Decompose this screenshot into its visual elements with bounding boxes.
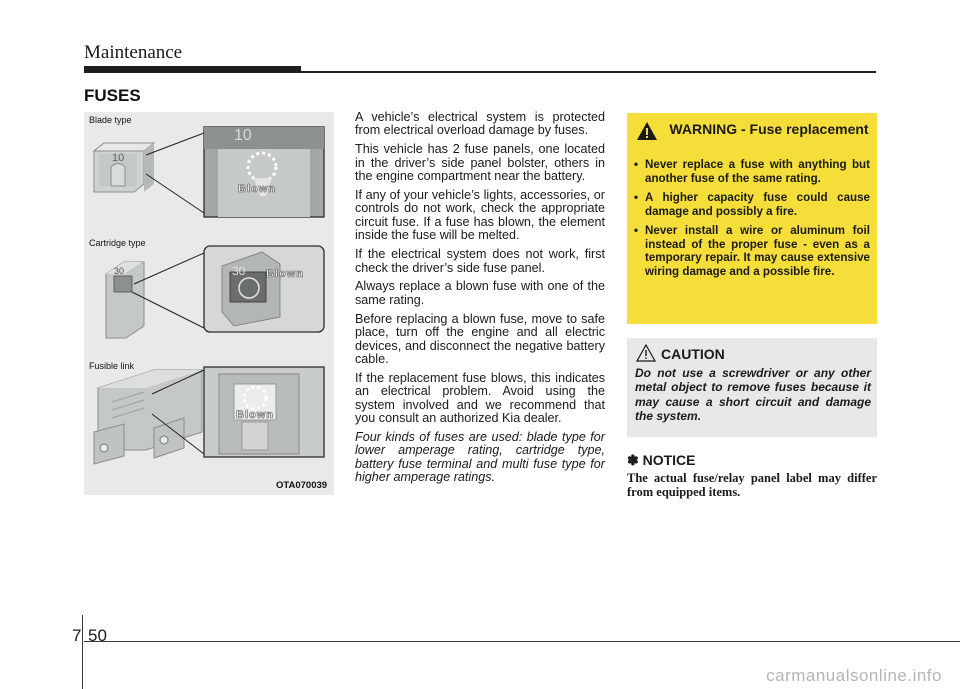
header-rule-thin xyxy=(301,71,876,73)
blown-label-fusible: Blown xyxy=(236,409,274,421)
warning-item-text: A higher capacity fuse could cause damage and possibly a fire. xyxy=(645,191,870,218)
figure-label-fusible: Fusible link xyxy=(89,361,135,371)
body-paragraph-italic: Four kinds of fuses are used: blade type for lower amperage rating, cartridge type, battery fuse terminal and multi fuse type for higher amperage ratings. xyxy=(355,430,605,485)
footer-vertical-rule xyxy=(82,615,83,689)
footer-horizontal-rule xyxy=(84,641,960,642)
blade-fuse-illustration xyxy=(94,127,324,217)
body-text-column xyxy=(355,111,605,490)
body-paragraph: A vehicle’s electrical system is protected from electrical overload damage by fuses. xyxy=(355,110,605,138)
blown-label-cartridge: Blown xyxy=(266,268,304,280)
body-paragraph: Always replace a blown fuse with one of the same rating. xyxy=(355,279,605,307)
watermark: carmanualsonline.info xyxy=(766,666,942,685)
body-paragraph: If the electrical system does not work, first check the driver’s side fuse panel. xyxy=(355,247,605,275)
figure-label-cartridge: Cartridge type xyxy=(89,238,146,248)
figure-label-blade: Blade type xyxy=(89,115,132,125)
warning-item-text: Never install a wire or aluminum foil instead of the proper fuse - even as a temporary repair. It may cause extensive wiring damage and a possible fire. xyxy=(645,224,870,278)
fusible-link-illustration xyxy=(94,367,324,464)
warning-item: • Never replace a fuse with anything but another fuse of the same rating. xyxy=(634,158,870,185)
header-rule-thick xyxy=(84,66,301,73)
cartridge-fuse-rating: 30 xyxy=(114,266,125,276)
cartridge-fuse-illustration xyxy=(106,246,324,338)
notice-text: The actual fuse/relay panel label may differ from equipped items. xyxy=(627,471,877,500)
caution-icon xyxy=(636,344,656,362)
warning-item: • A higher capacity fuse could cause damage and possibly a fire. xyxy=(634,191,870,218)
blown-label-blade: Blown xyxy=(238,183,276,195)
warning-title: WARNING - Fuse replacement xyxy=(669,121,869,137)
warning-item: • Never install a wire or aluminum foil instead of the proper fuse - even as a temporary repair. It may cause extensive wiring damage and a possible fire. xyxy=(634,224,870,278)
warning-icon xyxy=(636,121,658,141)
page-number: 50 xyxy=(88,626,107,645)
notice-title: ✽ NOTICE xyxy=(627,452,696,468)
blade-fuse-rating-zoom: 10 xyxy=(234,127,252,144)
warning-list xyxy=(634,158,870,284)
caution-text: Do not use a screwdriver or any other metal object to remove fuses because it may cause a short circuit and damage the system. xyxy=(635,366,871,424)
fuse-types-figure xyxy=(84,112,334,495)
page-title: FUSES xyxy=(84,86,141,105)
body-paragraph: This vehicle has 2 fuse panels, one located in the driver’s side panel bolster, others in the engine compartment near the battery. xyxy=(355,142,605,184)
section-header: Maintenance xyxy=(84,42,183,63)
fuse-illustrations xyxy=(84,112,334,495)
body-paragraph: If any of your vehicle’s lights, accessories, or controls do not work, check the appropriate circuit fuse. If a fuse has blown, the element inside the fuse will be melted. xyxy=(355,188,605,243)
body-paragraph: Before replacing a blown fuse, move to safe place, turn off the engine and all electric devices, and disconnect the negative battery cable. xyxy=(355,311,605,366)
blade-fuse-rating: 10 xyxy=(112,152,125,164)
chapter-number: 7 xyxy=(72,626,82,645)
body-paragraph: If the replacement fuse blows, this indicates an electrical problem. Avoid using the system involved and we recommend that you consult an authorized Kia dealer. xyxy=(355,370,605,426)
warning-item-text: Never replace a fuse with anything but another fuse of the same rating. xyxy=(645,158,870,185)
cartridge-fuse-rating-zoom: 30 xyxy=(232,264,246,278)
caution-title: CAUTION xyxy=(661,346,725,362)
figure-code: OTA070039 xyxy=(276,480,328,491)
